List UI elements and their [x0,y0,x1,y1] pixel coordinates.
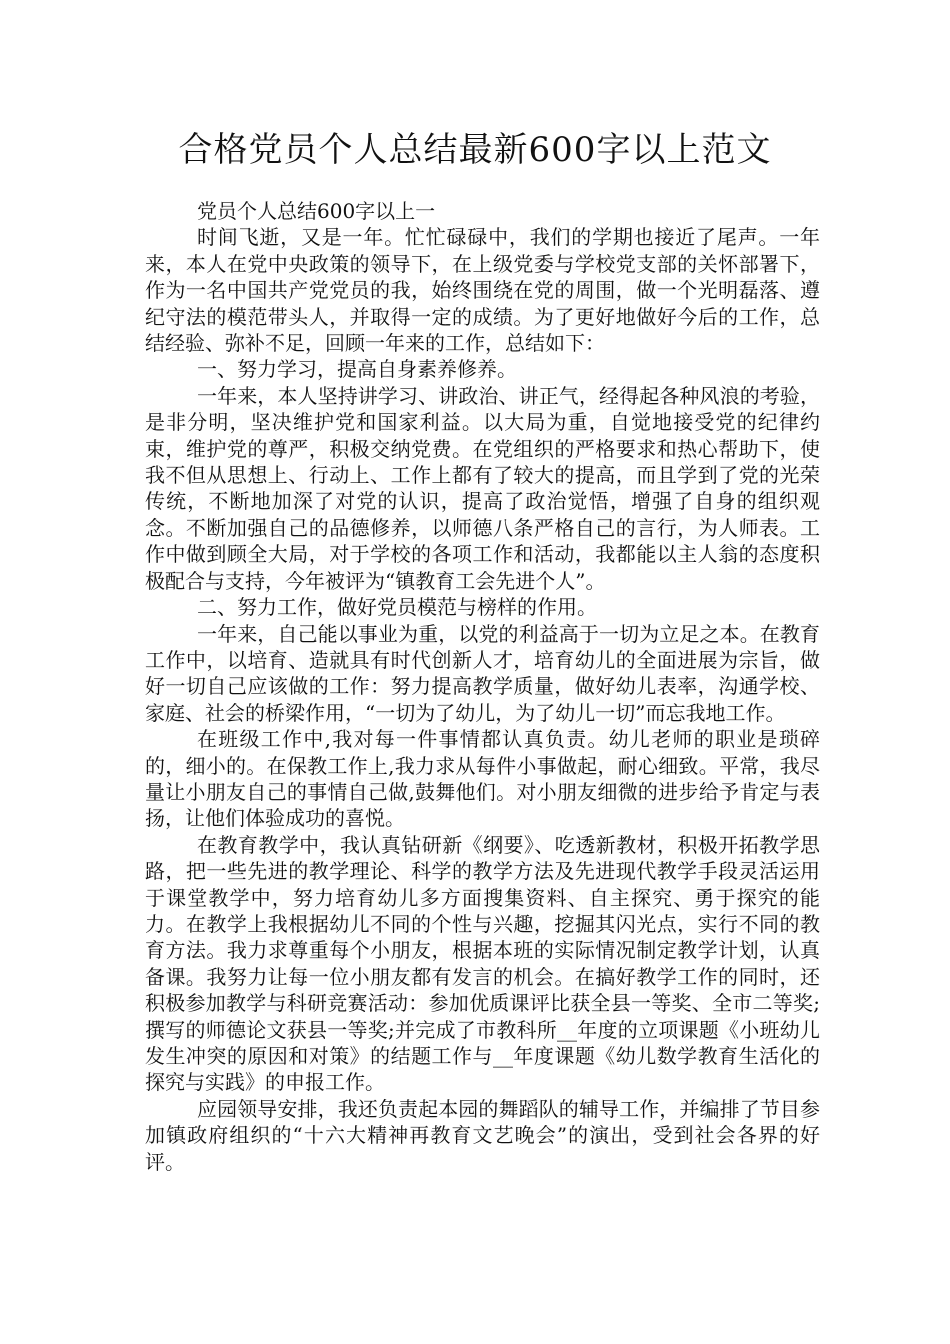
page-title: 合格党员个人总结最新600字以上范文 [178,130,772,170]
paragraph-subtitle: 党员个人总结600字以上一 [197,199,436,223]
paragraph-intro: 时间飞逝，又是一年。忙忙碌碌中，我们的学期也接近了尾声。一年来，本人在党中央政策的领导下，在上级党委与学校党支部的关怀部署下，作为一名中国共产党党员的我，始终围绕在党的周围，做一个光明磊落、遵纪守法的模范带头人，并取得一定的成绩。为了更好地做好今后的工作，总结经验、弥补不足，回顾一年来的工作，总结如下： [145,225,820,356]
paragraph-dance-team: 应园领导安排，我还负责起本园的舞蹈队的辅导工作，并编排了节目参加镇政府组织的“十六大精神再教育文艺晚会”的演出，受到社会各界的好评。 [145,1096,820,1174]
document-body [145,198,820,1175]
paragraph-work: 一年来，自己能以事业为重，以党的利益高于一切为立足之本。在教育工作中，以培育、造就具有时代创新人才，培育幼儿的全面进展为宗旨，做好一切自己应该做的工作：努力提高教学质量，做好幼儿表率，沟通学校、家庭、社会的桥梁作用，“一切为了幼儿，为了幼儿一切”而忘我地工作。 [145,621,820,725]
paragraph-teaching: 在教育教学中，我认真钻研新《纲要》、吃透新教材，积极开拓教学思路，把一些先进的教学理论、科学的教学方法及先进现代教学手段灵活运用于课堂教学中，努力培育幼儿多方面搜集资料、自主探究、勇于探究的能力。在教学上我根据幼儿不同的个性与兴趣，挖掘其闪光点，实行不同的教育方法。我力求尊重每个小朋友，根据本班的实际情况制定教学计划，认真备课。我努力让每一位小朋友都有发言的机会。在搞好教学工作的同时，还积极参加教学与科研竞赛活动：参加优质课评比获全县一等奖、全市二等奖;撰写的师德论文获县一等奖;并完成了市教科所__年度的立项课题《小班幼儿发生冲突的原因和对策》的结题工作与__年度课题《幼儿数学教育生活化的探究与实践》的申报工作。 [145,832,820,1095]
section-heading-2: 二、努力工作，做好党员模范与榜样的作用。 [197,595,597,620]
paragraph-class-work: 在班级工作中,我对每一件事情都认真负责。幼儿老师的职业是琐碎的，细小的。在保教工作上,我力求从每件小事做起，耐心细致。平常，我尽量让小朋友自己的事情自己做,鼓舞他们。对小朋友细微的进步给予肯定与表扬，让他们体验成功的喜悦。 [145,727,820,831]
section-heading-1: 一、努力学习，提高自身素养修养。 [197,357,517,382]
paragraph-study: 一年来，本人坚持讲学习、讲政治、讲正气，经得起各种风浪的考验，是非分明，坚决维护党和国家利益。以大局为重，自觉地接受党的纪律约束，维护党的尊严，积极交纳党费。在党组织的严格要求和热心帮助下，使我不但从思想上、行动上、工作上都有了较大的提高，而且学到了党的光荣传统，不断地加深了对党的认识，提高了政治觉悟，增强了自身的组织观念。不断加强自己的品德修养，以师德八条严格自己的言行，为人师表。工作中做到顾全大局，对于学校的各项工作和活动，我都能以主人翁的态度积极配合与支持，今年被评为“镇教育工会先进个人”。 [145,383,820,593]
